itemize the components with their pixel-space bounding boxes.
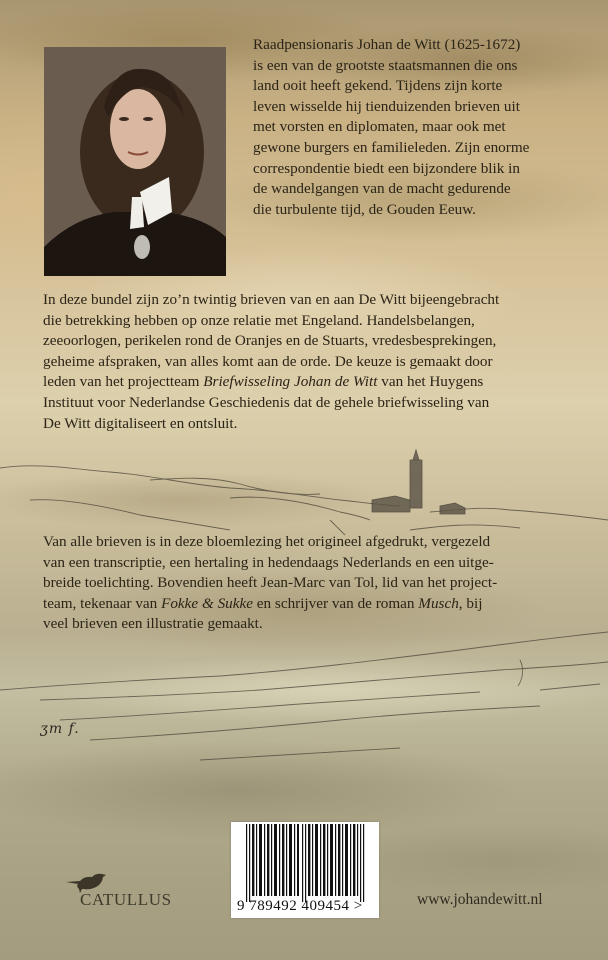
paragraph-line: De Witt digitaliseert en ontsluit.: [43, 414, 238, 432]
paragraph-line: die betrekking hebben op onze relatie met Engeland. Handelsbelangen,: [43, 311, 475, 329]
intro-line: is een van de grootste staatsmannen die ons: [253, 56, 518, 74]
publisher-logo: [66, 872, 196, 912]
project-title: Briefwisseling Johan de Witt: [203, 373, 378, 391]
comic-title: Fokke & Sukke: [161, 594, 253, 612]
intro-line: gewone burgers en familieleden. Zijn enorme: [253, 138, 530, 156]
barcode-icon: [244, 824, 366, 902]
website-url: www.johandewitt.nl: [417, 891, 543, 908]
intro-line: correspondentie biedt een bijzondere blik in: [253, 159, 520, 177]
line-text: team, tekenaar van: [43, 594, 162, 612]
intro-paragraph: [253, 35, 593, 220]
intro-line: die turbulente tijd, de Gouden Eeuw.: [253, 200, 476, 218]
intro-line: leven wisselde hij tienduizenden brieven uit: [253, 97, 520, 115]
intro-line: met vorsten en diplomaten, maar ook met: [253, 118, 506, 136]
line-text: leden van het projectteam: [43, 373, 204, 391]
paragraph-line: van een transcriptie, een hertaling in hedendaags Nederlands en een uitge-: [43, 553, 494, 571]
paragraph-line: veel brieven een illustratie gemaakt.: [43, 615, 263, 633]
intro-line: Raadpensionaris Johan de Witt (1625-1672): [253, 36, 521, 53]
bundle-description-paragraph: [43, 290, 583, 434]
paragraph-line: geheime afspraken, van alles komt aan de orde. De keuze is gemaakt door: [43, 352, 493, 370]
paragraph-line: breide toelichting. Bovendien heeft Jean-Marc van Tol, lid van het project-: [43, 574, 498, 592]
paragraph-line: [43, 372, 583, 393]
isbn-barcode: [231, 822, 379, 918]
novel-title: Musch: [418, 594, 459, 612]
paragraph-line: In deze bundel zijn zo’n twintig brieven van en aan De Witt bijeengebracht: [43, 291, 500, 308]
line-text: , bij: [458, 594, 483, 612]
portrait-painting-icon: [44, 47, 226, 276]
publisher-name: CATULLUS: [80, 890, 172, 909]
anthology-description-paragraph: [43, 532, 583, 635]
author-portrait: [44, 47, 226, 276]
artist-signature: ʒm f.: [40, 721, 80, 737]
paragraph-line: Van alle brieven is in deze bloemlezing het origineel afgedrukt, vergezeld: [43, 533, 491, 550]
barcode-digits: 9 789492 409454 >: [237, 898, 363, 914]
intro-line: land ooit heeft gekend. Tijdens zijn korte: [253, 77, 503, 95]
line-text: van het Huygens: [377, 373, 484, 391]
intro-line: de wandelgangen van de macht gedurende: [253, 180, 511, 198]
paragraph-line: Instituut voor Nederlandse Geschiedenis dat de gehele briefwisseling van: [43, 393, 490, 411]
line-text: en schrijver van de roman: [252, 594, 419, 612]
paragraph-line: zeeoorlogen, perikelen rond de Oranjes en de Stuarts, vredesbesprekingen,: [43, 332, 497, 350]
paragraph-line: [43, 594, 583, 615]
